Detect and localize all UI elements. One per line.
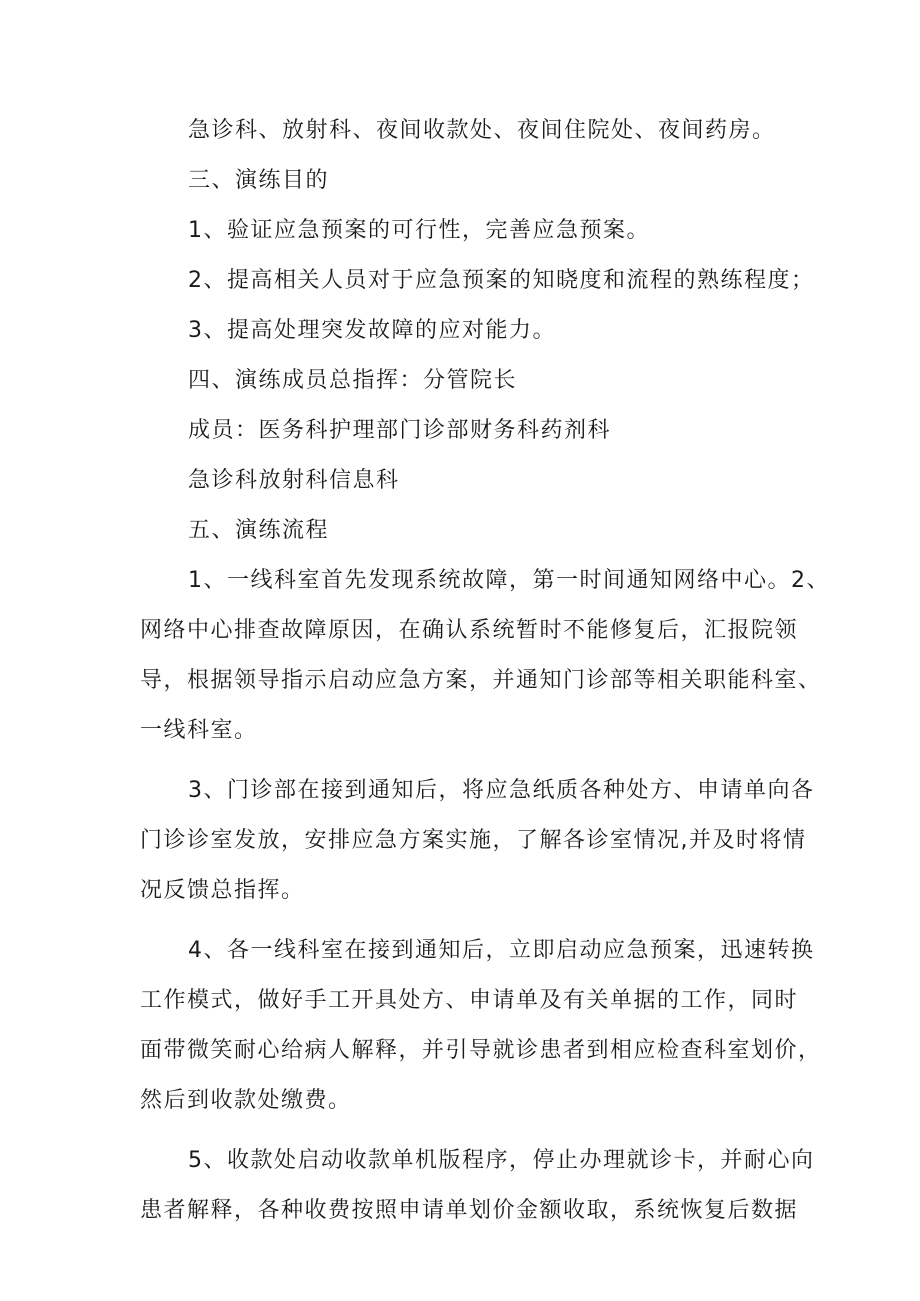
text-line: 3、门诊部在接到通知后，将应急纸质各种处方、申请单向各: [188, 778, 815, 803]
section-heading: 四、演练成员总指挥：分管院长: [188, 368, 518, 393]
section-heading: 三、演练目的: [188, 168, 330, 193]
text-line: 1、验证应急预案的可行性，完善应急预案。: [188, 218, 650, 243]
text-line: 网络中心排查故障原因，在确认系统暂时不能修复后，汇报院领: [140, 618, 799, 643]
text-line: 况反馈总指挥。: [140, 878, 305, 903]
text-line: 工作模式，做好手工开具处方、申请单及有关单据的工作，同时: [140, 988, 799, 1013]
text-line: 4、各一线科室在接到通知后，立即启动应急预案，迅速转换: [188, 938, 815, 963]
text-line: 2、提高相关人员对于应急预案的知晓度和流程的熟练程度；: [188, 268, 815, 293]
text-line: 成员：医务科护理部门诊部财务科药剂科: [188, 418, 612, 443]
text-line: 导，根据领导指示启动应急方案，并通知门诊部等相关职能科室、: [140, 668, 822, 693]
text-line: 1、一线科室首先发现系统故障，第一时间通知网络中心。2、: [188, 568, 830, 593]
text-line: 3、提高处理突发故障的应对能力。: [188, 318, 556, 343]
text-line: 患者解释，各种收费按照申请单划价金额收取，系统恢复后数据: [140, 1198, 799, 1223]
text-line: 然后到收款处缴费。: [140, 1088, 352, 1113]
text-line: 一线科室。: [140, 718, 258, 743]
text-line: 5、收款处启动收款单机版程序，停止办理就诊卡，并耐心向: [188, 1148, 815, 1173]
text-line: 急诊科、放射科、夜间收款处、夜间住院处、夜间药房。: [188, 118, 776, 143]
text-line: 门诊诊室发放，安排应急方案实施，了解各诊室情况,并及时将情: [140, 828, 807, 853]
text-line: 面带微笑耐心给病人解释，并引导就诊患者到相应检查科室划价，: [140, 1038, 822, 1063]
text-line: 急诊科放射科信息科: [188, 468, 400, 493]
section-heading: 五、演练流程: [188, 518, 330, 543]
